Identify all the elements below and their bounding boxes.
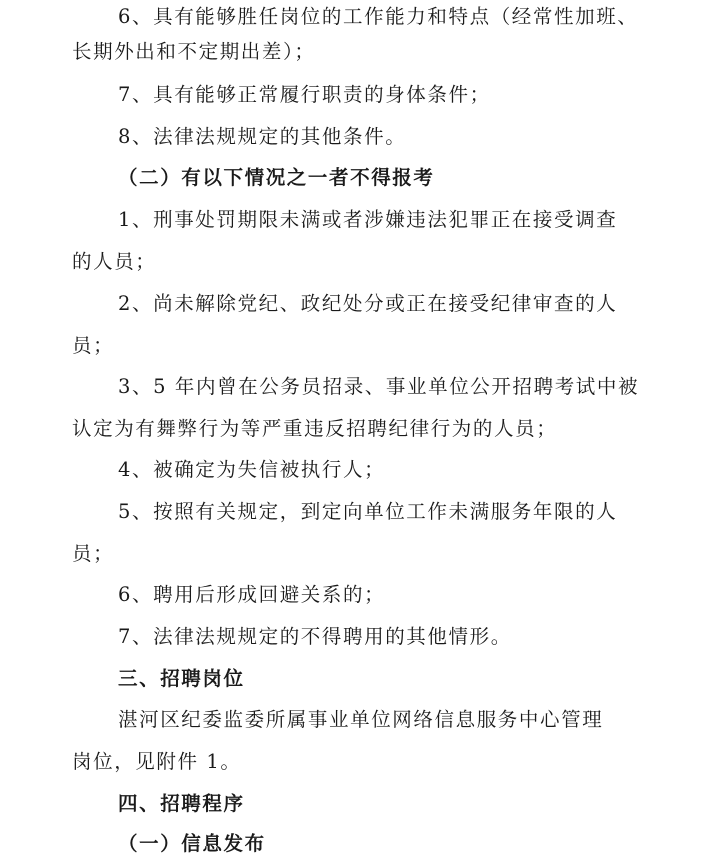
section-heading: （二）有以下情况之一者不得报考 bbox=[118, 166, 435, 189]
paragraph-line: 3、5 年内曾在公务员招录、事业单位公开招聘考试中被 bbox=[118, 375, 640, 398]
paragraph-line: 岗位，见附件 1。 bbox=[72, 750, 242, 773]
paragraph-line: 1、刑事处罚期限未满或者涉嫌违法犯罪正在接受调查 bbox=[118, 208, 618, 231]
paragraph-line: 长期外出和不定期出差）； bbox=[72, 40, 316, 63]
paragraph-line: 2、尚未解除党纪、政纪处分或正在接受纪律审查的人 bbox=[118, 292, 618, 315]
paragraph-line: 湛河区纪委监委所属事业单位网络信息服务中心管理 bbox=[118, 708, 604, 731]
paragraph-line: 认定为有舞弊行为等严重违反招聘纪律行为的人员； bbox=[72, 417, 558, 440]
paragraph-line: 员； bbox=[72, 334, 115, 357]
section-heading: 三、招聘岗位 bbox=[118, 667, 245, 690]
section-heading: 四、招聘程序 bbox=[118, 792, 245, 815]
paragraph-line: 6、具有能够胜任岗位的工作能力和特点（经常性加班、 bbox=[118, 5, 639, 28]
section-heading: （一）信息发布 bbox=[118, 832, 266, 855]
paragraph-line: 8、法律法规规定的其他条件。 bbox=[118, 125, 407, 148]
paragraph-line: 4、被确定为失信被执行人； bbox=[118, 458, 386, 481]
paragraph-line: 7、法律法规规定的不得聘用的其他情形。 bbox=[118, 625, 512, 648]
paragraph-line: 6、聘用后形成回避关系的； bbox=[118, 583, 386, 606]
paragraph-line: 5、按照有关规定，到定向单位工作未满服务年限的人 bbox=[118, 500, 618, 523]
paragraph-line: 7、具有能够正常履行职责的身体条件； bbox=[118, 83, 491, 106]
paragraph-line: 员； bbox=[72, 542, 115, 565]
paragraph-line: 的人员； bbox=[72, 250, 157, 273]
